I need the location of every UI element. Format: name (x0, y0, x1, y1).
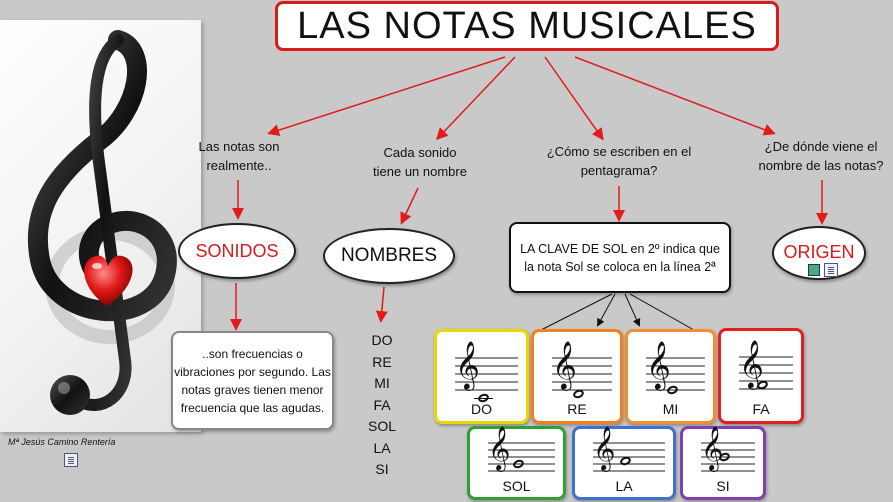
sonidos-label: SONIDOS (195, 240, 279, 261)
treble-clef-icon: 𝄞 (488, 426, 511, 470)
note-name: SOL (367, 418, 396, 434)
question-how-written: ¿Cómo se escriben en el pentagrama? (546, 144, 692, 178)
staff-card-4 (467, 426, 566, 500)
nombres-oval (323, 228, 455, 284)
staff-card-label: SI (716, 478, 730, 494)
question-what-are-notes: Las notas son realmente.. (198, 139, 280, 173)
sonidos-explanation: ..son frecuencias o vibraciones por segundo. Las notas graves tienen menor frecuencia que las agudas. (171, 331, 334, 430)
origen-label: ORIGEN (783, 242, 855, 262)
treble-clef-icon: 𝄞 (455, 340, 480, 389)
staff-card-label: LA (615, 478, 633, 494)
sonidos-oval (178, 223, 296, 279)
page-title: LAS NOTAS MUSICALES (275, 1, 779, 51)
staff-card-label: RE (567, 401, 587, 417)
treble-clef-icon: 𝄞 (593, 426, 616, 470)
staff-card-label: MI (662, 401, 679, 417)
staff-card-1 (531, 329, 623, 424)
question-each-sound-name: Cada sonido tiene un nombre (373, 145, 467, 179)
author-credit: Mª Jesús Camino Rentería (8, 437, 116, 447)
note-name: SI (375, 461, 389, 477)
question-origin: ¿De dónde viene el nombre de las notas? (758, 139, 884, 173)
document-icon[interactable] (824, 263, 838, 277)
staff-card-5 (572, 426, 676, 500)
staff-card-6 (680, 426, 766, 500)
staff-card-3 (718, 328, 804, 424)
treble-clef-icon: 𝄞 (701, 426, 724, 470)
image-icon[interactable] (808, 264, 820, 276)
nombres-label: NOMBRES (340, 245, 438, 266)
treble-clef-icon: 𝄞 (552, 340, 577, 389)
treble-clef-icon: 𝄞 (739, 339, 764, 388)
note-name: DO (371, 332, 393, 348)
staff-card-label: DO (471, 401, 492, 417)
note-name: FA (373, 396, 391, 413)
staff-card-label: FA (752, 401, 770, 417)
staff-card-0 (434, 329, 529, 424)
note-name: RE (372, 353, 392, 370)
treble-clef-icon: 𝄞 (646, 340, 671, 389)
note-names-list (362, 330, 402, 481)
ledger-line (474, 398, 493, 399)
clave-sol-explanation: LA CLAVE DE SOL en 2º indica que la nota Sol se coloca en la línea 2ª (509, 222, 731, 293)
staff-card-label: SOL (502, 478, 531, 494)
note-name: LA (373, 439, 391, 456)
note-name: MI (374, 375, 390, 391)
staff-card-2 (625, 329, 716, 424)
